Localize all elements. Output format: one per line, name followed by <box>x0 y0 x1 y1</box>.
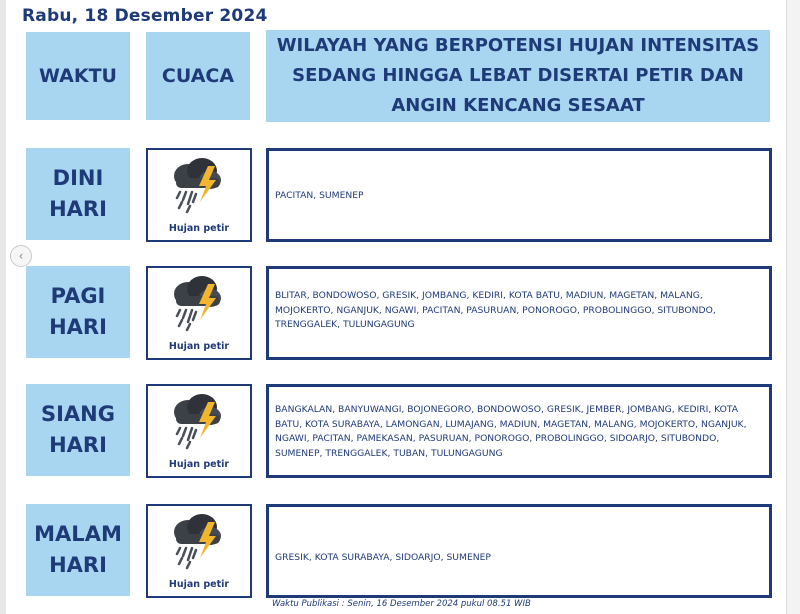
areas-list: BLITAR, BONDOWOSO, GRESIK, JOMBANG, KEDIRI, KOTA BATU, MADIUN, MAGETAN, MALANG, MOJOKERTO, NGANJUK, NGAWI, PACITAN, PASURUAN, PONOROGO, PROBOLINGGO, SITUBONDO, TRENGGALEK, TULUNGAGUNG <box>275 290 716 330</box>
time-line2: HARI <box>49 433 107 457</box>
weather-label: Hujan petir <box>168 341 230 352</box>
time-line2: HARI <box>49 197 107 221</box>
time-line1: SIANG <box>40 402 115 426</box>
row-time-dini-hari <box>26 148 130 240</box>
row-time-siang-hari <box>26 384 130 476</box>
areas-list: PACITAN, SUMENEP <box>275 190 364 201</box>
time-line1: DINI <box>52 166 104 190</box>
weather-cell <box>146 148 252 242</box>
areas-list: BANGKALAN, BANYUWANGI, BOJONEGORO, BONDOWOSO, GRESIK, JEMBER, JOMBANG, KEDIRI, KOTA BATU, KOTA SURABAYA, LAMONGAN, LUMAJANG, MADIUN, MAGETAN, MALANG, MOJOKERTO, NGANJUK, NGAWI, PACITAN, PAMEKASAN, PASURUAN, PONOROGO, PROBOLINGGO, SIDOARJO, SITUBONDO, SUMENEP, TRENGGALEK, TUBAN, TULUNGAGUNG <box>275 404 747 459</box>
weather-label: Hujan petir <box>168 223 230 234</box>
weather-cell <box>146 504 252 598</box>
thunderstorm-icon <box>166 272 232 334</box>
left-page-edge <box>0 0 6 614</box>
weather-cell <box>146 266 252 360</box>
row-areas-siang-hari <box>266 384 772 478</box>
header-wilayah: WILAYAH YANG BERPOTENSI HUJAN INTENSITAS SEDANG HINGGA LEBAT DISERTAI PETIR DAN ANGIN KENCANG SESAAT <box>266 30 770 122</box>
weather-label: Hujan petir <box>168 579 230 590</box>
header-waktu: WAKTU <box>26 32 130 120</box>
time-line2: HARI <box>49 315 107 339</box>
publication-time: Waktu Publikasi : Senin, 16 Desember 2024 pukul 08.51 WIB <box>272 599 531 609</box>
row-time-malam-hari <box>26 504 130 596</box>
prev-glyph: ‹ <box>18 249 24 263</box>
forecast-date: Rabu, 18 Desember 2024 <box>22 6 268 26</box>
thunderstorm-icon <box>166 510 232 572</box>
row-time-pagi-hari <box>26 266 130 358</box>
areas-list: GRESIK, KOTA SURABAYA, SIDOARJO, SUMENEP <box>275 552 491 563</box>
chevron-left-icon[interactable] <box>10 245 32 267</box>
weather-cell <box>146 384 252 478</box>
header-cuaca: CUACA <box>146 32 250 120</box>
row-areas-pagi-hari <box>266 266 772 360</box>
thunderstorm-icon <box>166 154 232 216</box>
row-areas-malam-hari <box>266 504 772 598</box>
row-areas-dini-hari <box>266 148 772 242</box>
scrollbar[interactable] <box>786 0 800 614</box>
weather-label: Hujan petir <box>168 459 230 470</box>
time-line1: PAGI <box>50 284 106 308</box>
thunderstorm-icon <box>166 390 232 452</box>
time-line1: MALAM <box>34 522 122 546</box>
time-line2: HARI <box>49 553 107 577</box>
